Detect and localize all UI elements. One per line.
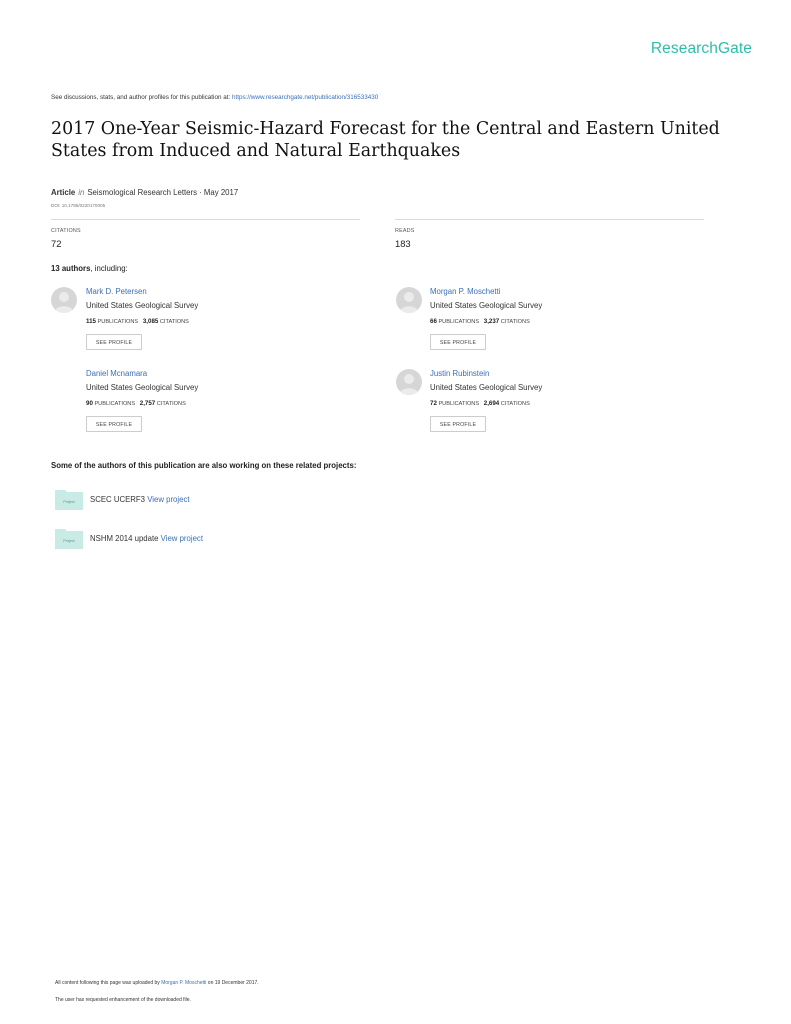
publication-kind: Article (51, 188, 76, 197)
researchgate-logo[interactable]: ResearchGate (650, 40, 752, 57)
author-name-link[interactable]: Justin Rubinstein (430, 369, 490, 378)
project-name: NSHM 2014 update (90, 534, 159, 543)
author-name-link[interactable]: Mark D. Petersen (86, 287, 147, 296)
author-citations-label: CITATIONS (500, 401, 530, 407)
see-profile-button[interactable]: SEE PROFILE (430, 334, 486, 350)
folder-label: Project (63, 539, 75, 543)
author-name-link[interactable]: Daniel Mcnamara (86, 369, 148, 378)
see-profile-button[interactable]: SEE PROFILE (86, 334, 142, 350)
see-profile-button[interactable]: SEE PROFILE (86, 416, 142, 432)
author-citations-count: 2,757 (139, 400, 156, 407)
author-citations-count: 2,694 (483, 400, 500, 407)
person-placeholder-icon[interactable] (396, 287, 422, 313)
reads-divider (395, 219, 704, 220)
publication-title: 2017 One-Year Seismic-Hazard Forecast for the Central and Eastern United States from Induced and Natural Earthquakes (51, 119, 720, 161)
reads-value: 183 (395, 238, 411, 249)
related-project-item (90, 534, 203, 543)
author-citations-label: CITATIONS (159, 319, 189, 325)
author-citations-count: 3,237 (483, 318, 500, 325)
person-placeholder-icon[interactable] (51, 287, 77, 313)
author-citations-label: CITATIONS (156, 401, 186, 407)
author-institution: United States Geological Survey (430, 383, 543, 392)
upload-suffix: on 19 December 2017. (206, 980, 259, 986)
upload-prefix: All content following this page was uploaded by (55, 980, 162, 986)
related-projects-heading: Some of the authors of this publication are also working on these related projects: (51, 461, 357, 470)
author-stats (430, 400, 530, 407)
author-name-link[interactable]: Morgan P. Moschetti (430, 287, 501, 296)
author-citations-label: CITATIONS (500, 319, 530, 325)
author-institution: United States Geological Survey (430, 301, 543, 310)
citations-label: CITATIONS (51, 228, 81, 234)
author-publications-label: PUBLICATIONS (438, 319, 480, 325)
in-label: in (78, 188, 85, 197)
folder-icon (55, 488, 83, 510)
upload-notice (55, 980, 259, 986)
author-institution: United States Geological Survey (86, 383, 199, 392)
publication-url-link[interactable]: https://www.researchgate.net/publication/316533430 (231, 94, 379, 101)
project-name: SCEC UCERF3 (90, 495, 146, 504)
view-project-link[interactable]: View project (147, 495, 190, 504)
author-stats (86, 400, 186, 407)
reads-label: READS (395, 228, 415, 234)
enhancement-note: The user has requested enhancement of the downloaded file. (55, 997, 191, 1003)
author-citations-count: 3,085 (142, 318, 159, 325)
authors-count (51, 264, 128, 273)
author-stats (430, 318, 530, 325)
discussion-notice (51, 94, 378, 101)
journal-date: Seismological Research Letters · May 2017 (87, 188, 239, 197)
author-institution: United States Geological Survey (86, 301, 199, 310)
author-publications-label: PUBLICATIONS (94, 401, 136, 407)
authors-count-number: 13 authors (51, 264, 91, 273)
citations-value: 72 (51, 238, 62, 249)
publication-meta (51, 188, 238, 197)
folder-label: Project (63, 500, 75, 504)
author-stats (86, 318, 189, 325)
author-publications-count: 90 (86, 400, 93, 407)
folder-icon (55, 527, 83, 549)
author-publications-count: 115 (86, 318, 96, 325)
see-profile-button[interactable]: SEE PROFILE (430, 416, 486, 432)
author-publications-count: 72 (430, 400, 437, 407)
discussion-text: See discussions, stats, and author profiles for this publication at: (51, 94, 232, 101)
author-publications-label: PUBLICATIONS (97, 319, 139, 325)
related-project-item (90, 495, 190, 504)
author-publications-label: PUBLICATIONS (438, 401, 480, 407)
authors-count-suffix: , including: (90, 264, 128, 273)
person-placeholder-icon[interactable] (396, 369, 422, 395)
citations-divider (51, 219, 360, 220)
uploader-link[interactable]: Morgan P. Moschetti (161, 980, 207, 986)
author-publications-count: 66 (430, 318, 437, 325)
view-project-link[interactable]: View project (160, 534, 203, 543)
doi: DOI: 10.1785/0220170005 (51, 203, 106, 208)
